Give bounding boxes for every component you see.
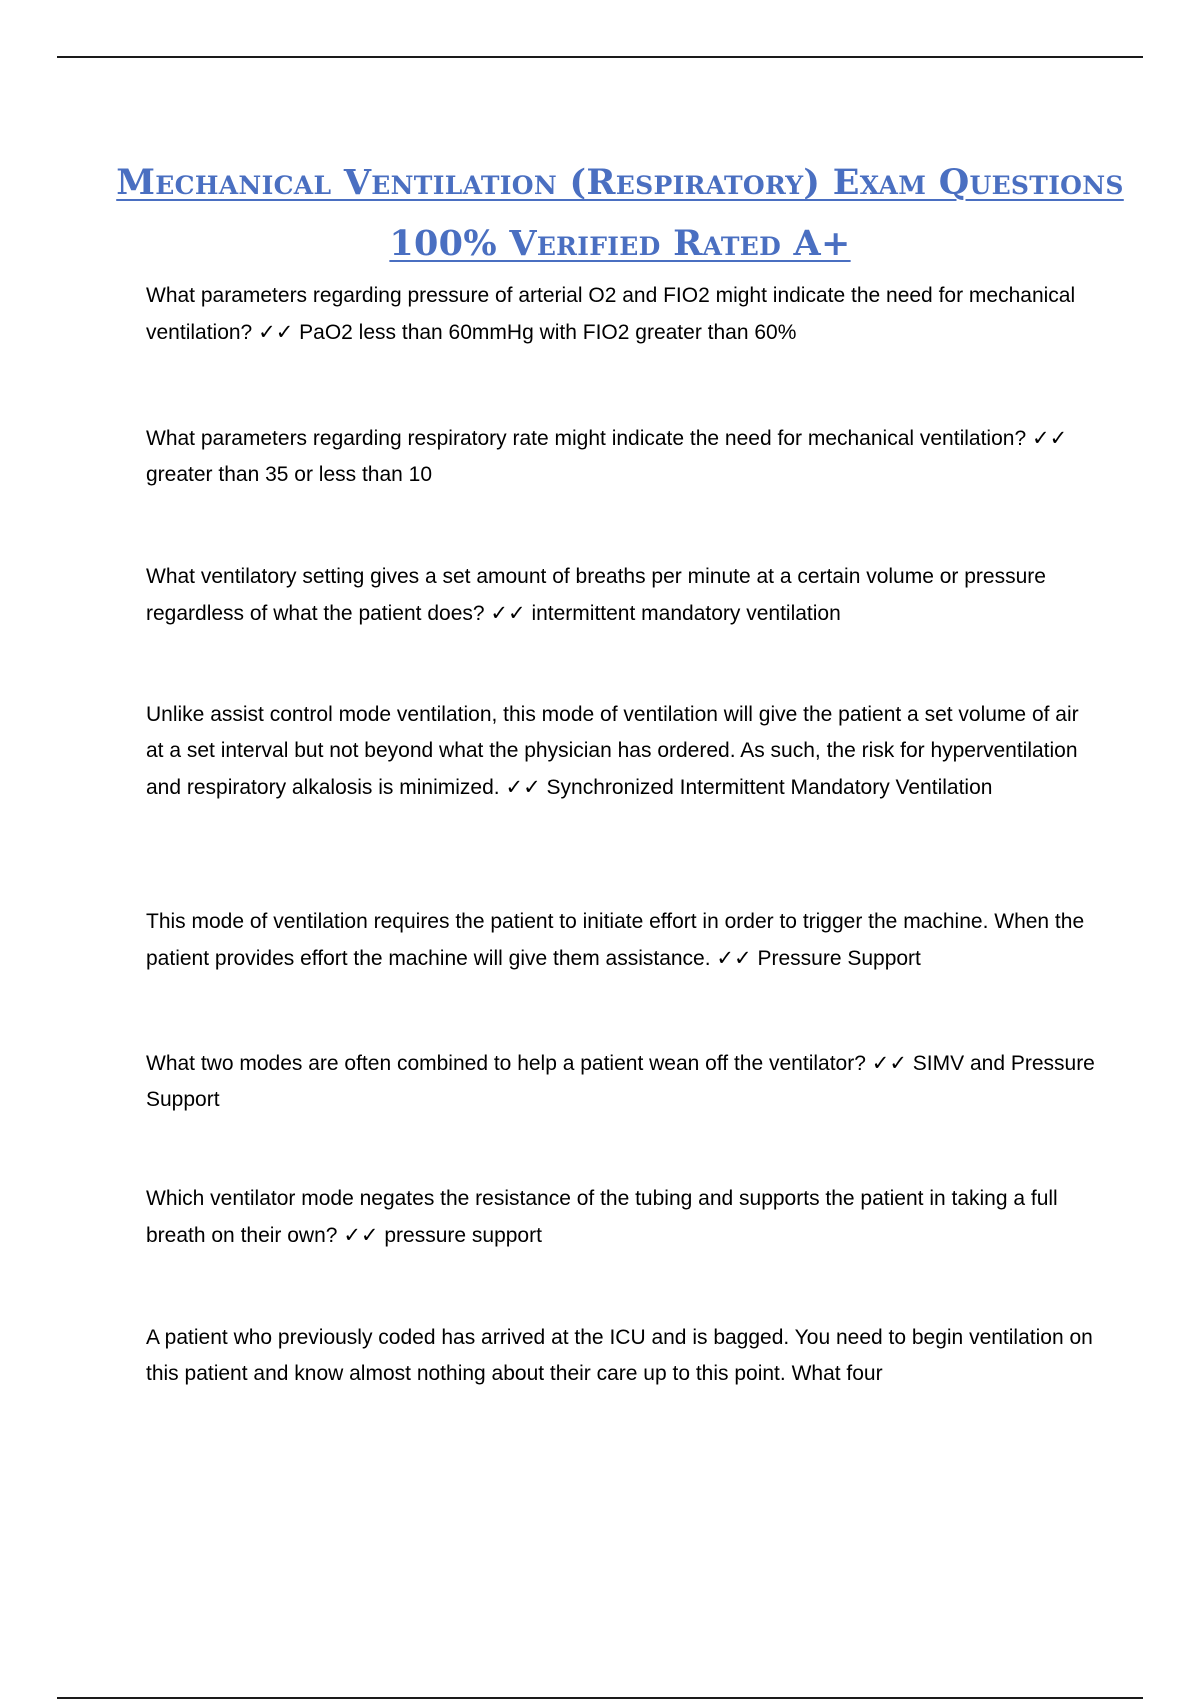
top-rule (57, 56, 1143, 58)
check-icon: ✓✓ (871, 1051, 907, 1075)
qa-item (146, 1045, 1096, 1118)
answer-text: Synchronized Intermittent Mandatory Ventilation (546, 776, 993, 799)
answer-text: PaO2 less than 60mmHg with FIO2 greater than 60% (299, 321, 797, 344)
check-icon: ✓✓ (258, 320, 294, 344)
check-icon: ✓✓ (505, 775, 541, 799)
qa-item (146, 420, 1096, 493)
qa-item (146, 697, 1096, 806)
qa-item (146, 559, 1096, 632)
qa-item (146, 278, 1096, 351)
question-text: Which ventilator mode negates the resistance of the tubing and supports the patient in taking a full breath on their own? (146, 1187, 1058, 1247)
answer-text: Pressure Support (757, 947, 921, 970)
check-icon: ✓✓ (1031, 426, 1068, 450)
answer-text: greater than 35 or less than 10 (146, 463, 433, 486)
question-text: What parameters regarding pressure of arterial O2 and FIO2 might indicate the need for mechanical ventilation? (146, 284, 1076, 344)
bottom-rule (57, 1697, 1143, 1699)
check-icon: ✓✓ (716, 946, 752, 970)
answer-text: SIMV and Pressure Support (146, 1052, 1095, 1111)
qa-item (146, 904, 1096, 977)
qa-item (146, 1320, 1096, 1392)
question-text: What ventilatory setting gives a set amount of breaths per minute at a certain volume or pressure regardless of what the patient does? (146, 565, 1046, 625)
answer-text: pressure support (384, 1224, 542, 1247)
check-icon: ✓✓ (490, 601, 526, 625)
question-text: This mode of ventilation requires the patient to initiate effort in order to trigger the machine. When the patient provides effort the machine will give them assistance. (146, 910, 1085, 970)
question-text: What parameters regarding respiratory rate might indicate the need for mechanical ventilation? (146, 427, 1027, 450)
qa-item (146, 1181, 1096, 1254)
answer-text: intermittent mandatory ventilation (531, 602, 841, 625)
check-icon: ✓✓ (343, 1223, 379, 1247)
question-text: Unlike assist control mode ventilation, this mode of ventilation will give the patient a set volume of air at a set interval but not beyond what the physician has ordered. As such, the risk for hyperventilation and respiratory alkalosis is minimized. (146, 703, 1079, 799)
document-title: Mechanical Ventilation (Respiratory) Exam Questions 100% Verified Rated A+ (116, 162, 1124, 264)
question-text: A patient who previously coded has arrived at the ICU and is bagged. You need to begin ventilation on this patient and know almost nothing about their care up to this point. What four (146, 1326, 1093, 1385)
question-text: What two modes are often combined to help a patient wean off the ventilator? (146, 1052, 866, 1075)
